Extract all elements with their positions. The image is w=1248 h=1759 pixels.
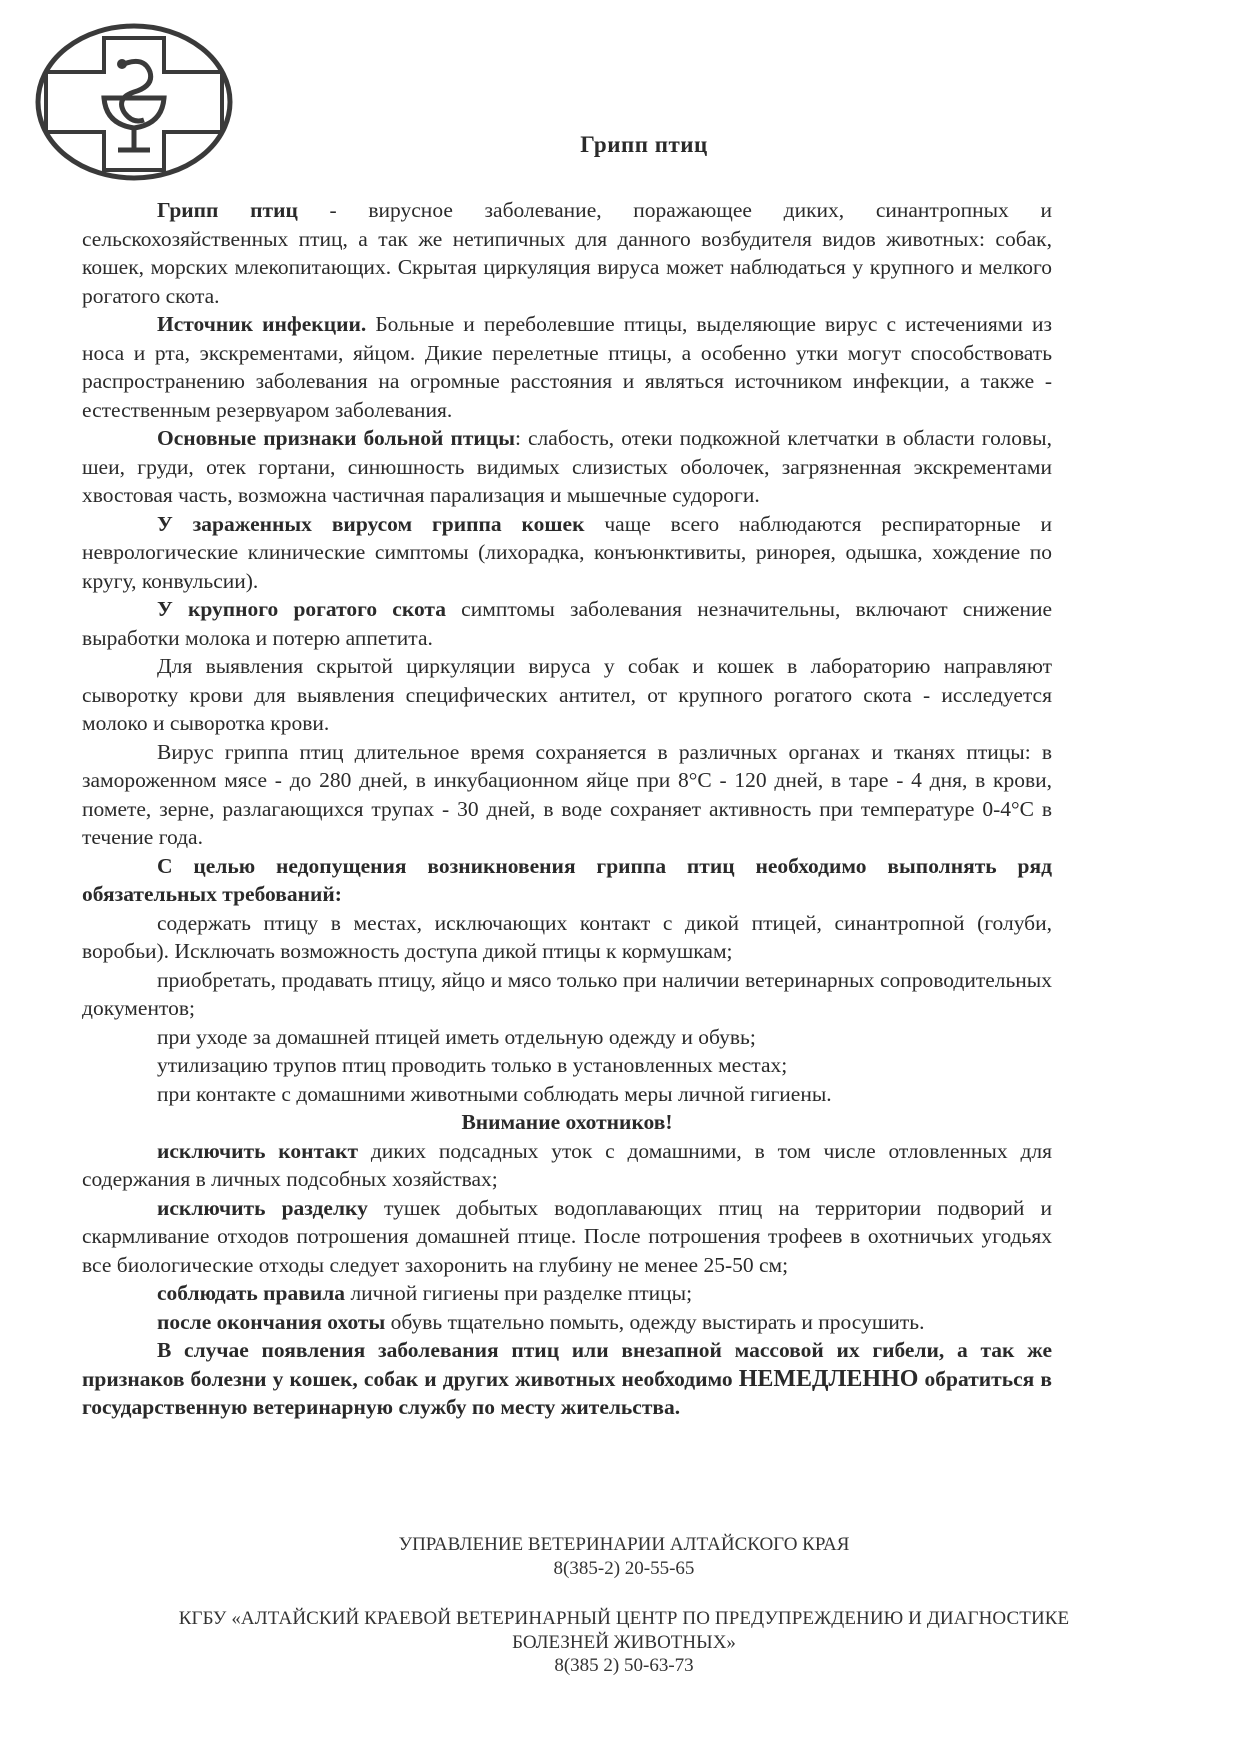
warning-paragraph: В случае появления заболевания птиц или внезапной массовой их гибели, а так же признаков болезни у кошек, собак и других животных необходимо НЕМЕДЛЕННО обратиться в государственную ветеринарную службу по месту жительства. — [82, 1338, 1052, 1419]
department-phone: 8(385-2) 20-55-65 — [553, 1557, 695, 1579]
hunters-heading: Внимание охотников! — [461, 1110, 673, 1134]
page-title: Грипп птиц — [580, 132, 708, 157]
hunter-rule: исключить контакт диких подсадных уток с домашними, в том числе отловленных для содержания в личных подсобных хозяйствах; — [82, 1138, 1052, 1191]
center-contacts — [0, 1607, 1248, 1678]
prevention-heading: С целью недопущения возникновения гриппа птиц необходимо выполнять ряд обязательных требований: — [82, 853, 1052, 906]
hunter-rule: после окончания охоты обувь тщательно помыть, одежду выстирать и просушить. — [157, 1309, 925, 1334]
veterinary-cross-emblem-icon — [34, 20, 242, 184]
center-phone: 8(385 2) 50-63-73 — [554, 1655, 694, 1676]
requirement-item: утилизацию трупов птиц проводить только в установленных местах; — [157, 1053, 788, 1077]
hunter-rule: соблюдать правила личной гигиены при разделке птицы; — [157, 1281, 693, 1305]
paragraph-intro: Грипп птиц - вирусное заболевание, поражающее диких, синантропных и сельскохозяйственных птиц, а так же нетипичных для данного возбудителя видов животных: собак, кошек, морских млекопитающих. Скрытая циркуляция вируса может наблюдаться у крупного и мелкого рогатого скота. — [82, 198, 1052, 308]
paragraph-cats: У зараженных вирусом гриппа кошек чаще всего наблюдаются респираторные и неврологические клинические симптомы (лихорадка, конъюнктивиты, ринорея, одышка, хождение по кругу, конвульсии). — [82, 511, 1052, 593]
document-body — [82, 196, 1052, 1422]
requirement-item: приобретать, продавать птицу, яйцо и мясо только при наличии ветеринарных сопроводительных документов; — [82, 967, 1052, 1020]
requirement-item: при контакте с домашними животными соблюдать меры личной гигиены. — [157, 1081, 832, 1106]
paragraph-survival: Вирус гриппа птиц длительное время сохраняется в различных органах и тканях птицы: в замороженном мясе - до 280 дней, в инкубационном яйце при 8°С - 120 дней, в таре - 4 дня, в крови, помете, зерне, разлагающихся трупах - 30 дней, в воде сохраняет активность при температуре 0-4°С в течение года. — [82, 739, 1052, 849]
paragraph-lab: Для выявления скрытой циркуляции вируса у собак и кошек в лабораторию направляют сыворотку крови для выявления специфических антител, от крупного рогатого скота - исследуется молоко и сыворотка крови. — [82, 654, 1052, 735]
center-name-line2: БОЛЕЗНЕЙ ЖИВОТНЫХ» — [512, 1631, 736, 1653]
warning-emphasis: НЕМЕДЛЕННО — [738, 1365, 919, 1392]
department-name: УПРАВЛЕНИЕ ВЕТЕРИНАРИИ АЛТАЙСКОГО КРАЯ — [398, 1534, 850, 1555]
paragraph-signs: Основные признаки больной птицы: слабость, отеки подкожной клетчатки в области головы, шеи, груди, отек гортани, синюшность видимых слизистых оболочек, загрязненная экскрементами хвостовая часть, возможна частичная парализация и мышечные судороги. — [82, 426, 1052, 507]
center-name-line1: КГБУ «АЛТАЙСКИЙ КРАЕВОЙ ВЕТЕРИНАРНЫЙ ЦЕНТР ПО ПРЕДУПРЕЖДЕНИЮ И ДИАГНОСТИКЕ — [178, 1608, 1070, 1629]
paragraph-cattle: У крупного рогатого скота симптомы заболевания незначительны, включают снижение выработки молока и потерю аппетита. — [82, 597, 1052, 650]
requirement-item: при уходе за домашней птицей иметь отдельную одежду и обувь; — [157, 1024, 756, 1049]
requirement-item: содержать птицу в местах, исключающих контакт с дикой птицей, синантропной (голуби, воробьи). Исключать возможность доступа дикой птицы к кормушкам; — [82, 910, 1052, 963]
intro-term: Грипп птиц — [157, 198, 298, 222]
hunter-rule: исключить разделку тушек добытых водоплавающих птиц на территории подворий и скармливание отходов потрошения домашней птице. После потрошения трофеев в охотничьих угодьях все биологические отходы следует захоронить на глубину не менее 25-50 см; — [82, 1195, 1052, 1277]
department-contacts — [0, 1533, 1248, 1580]
paragraph-source: Источник инфекции. Больные и переболевшие птицы, выделяющие вирус с истечениями из носа и рта, экскрементами, яйцом. Дикие перелетные птицы, а особенно утки могут способствовать распространению заболевания на огромные расстояния и являться источником инфекции, а также - естественным резервуаром заболевания. — [82, 312, 1052, 422]
